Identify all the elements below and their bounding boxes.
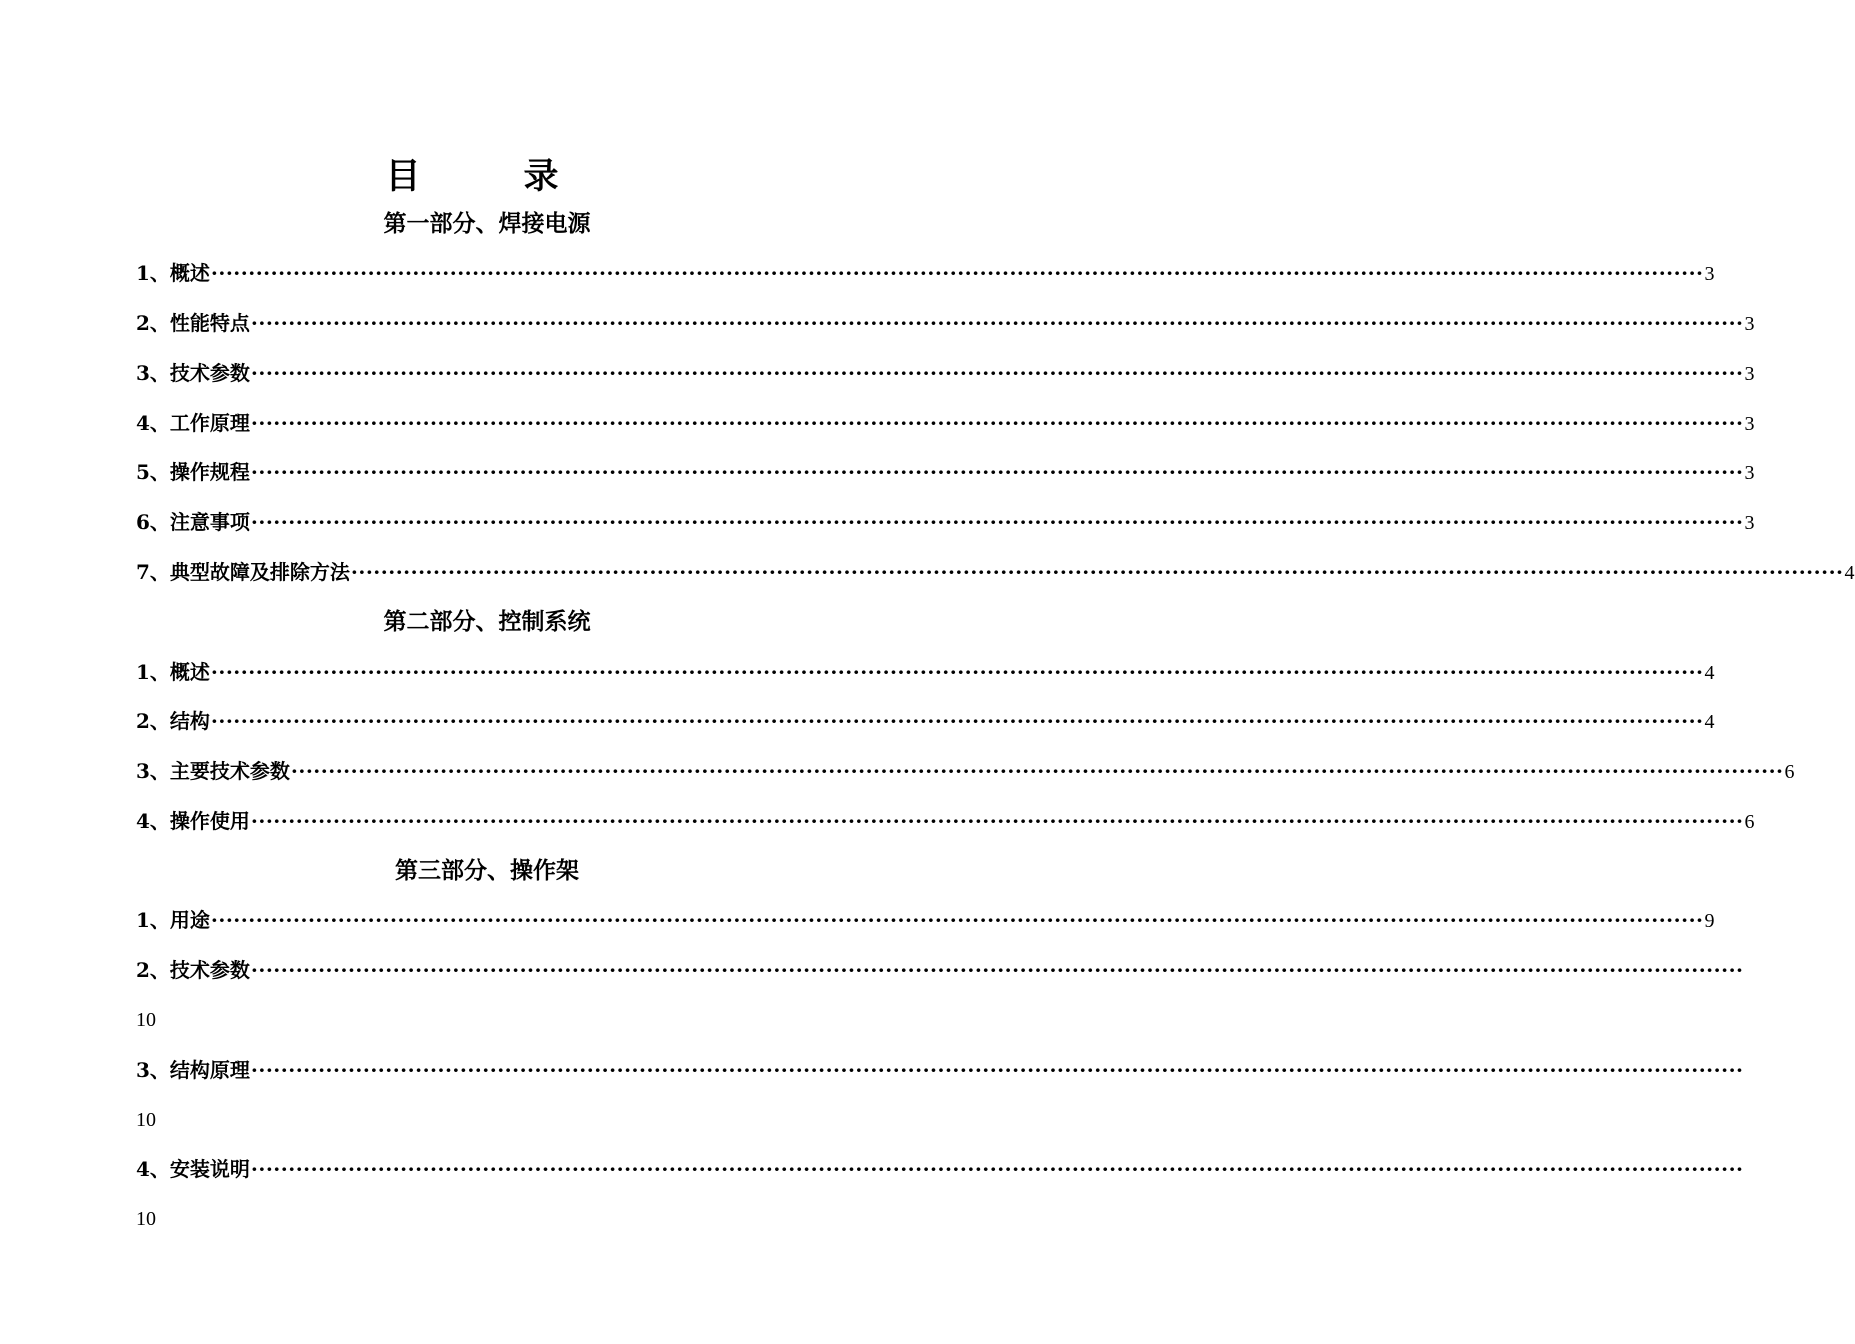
dot-leader: ········································································································································································································ [250,510,1744,534]
section-heading-part-3: 第三部分、操作架 [395,857,579,884]
dot-leader: ········································································································································································································ [350,560,1844,584]
toc-entry-label: 5、操作规程 [136,460,250,484]
toc-entry-page: 3 [1744,512,1755,534]
toc-entry[interactable] [136,706,1715,736]
toc-entry-label: 2、技术参数 [136,958,250,982]
toc-entry-page: 4 [1704,662,1715,684]
toc-entry-page: 6 [1784,761,1795,783]
toc-entry-label: 4、安装说明 [136,1157,250,1181]
toc-entry-page: 3 [1704,263,1715,285]
toc-entry[interactable] [136,507,1755,537]
dot-leader: ········································································································································································································ [250,460,1744,484]
toc-entry-page[interactable]: 10 [136,1208,156,1230]
toc-entry[interactable] [136,1055,1744,1085]
toc-entry[interactable] [136,955,1744,985]
dot-leader: ········································································································································································································ [250,311,1744,335]
toc-entry-label: 6、注意事项 [136,510,250,534]
toc-entry-label: 2、结构 [136,709,210,733]
toc-entry-label: 3、结构原理 [136,1058,250,1082]
toc-entry-label: 7、典型故障及排除方法 [136,560,350,584]
toc-entry[interactable] [136,557,1855,587]
toc-entry-label: 4、操作使用 [136,809,250,833]
dot-leader: ········································································································································································································ [210,908,1704,932]
section-heading-part-1: 第一部分、焊接电源 [383,210,591,237]
dot-leader: ········································································································································································································ [250,361,1744,385]
toc-entry-label: 3、主要技术参数 [136,759,290,783]
toc-entry-label: 4、工作原理 [136,411,250,435]
dot-leader: ········································································································································································································ [210,261,1704,285]
section-heading-part-2: 第二部分、控制系统 [383,608,591,635]
page-title: 目 录 [385,156,593,197]
toc-entry-page: 4 [1704,711,1715,733]
dot-leader: ········································································································································································································ [210,709,1704,733]
toc-entry-label: 2、性能特点 [136,311,250,335]
dot-leader: ········································································································································································································ [250,1157,1744,1181]
dot-leader: ········································································································································································································ [290,759,1784,783]
toc-entry-page[interactable]: 10 [136,1009,156,1031]
toc-entry-page: 6 [1744,811,1755,833]
toc-entry-page: 3 [1744,413,1755,435]
toc-entry[interactable] [136,657,1715,687]
toc-entry[interactable] [136,905,1715,935]
toc-entry[interactable] [136,457,1755,487]
toc-entry-page: 9 [1704,910,1715,932]
toc-entry-label: 3、技术参数 [136,361,250,385]
dot-leader: ········································································································································································································ [250,1058,1744,1082]
toc-entry[interactable] [136,756,1795,786]
toc-entry-label: 1、概述 [136,660,210,684]
toc-entry[interactable] [136,258,1715,288]
toc-entry[interactable] [136,408,1755,438]
toc-entry-page: 3 [1744,462,1755,484]
toc-entry-page: 3 [1744,313,1755,335]
dot-leader: ········································································································································································································ [250,411,1744,435]
toc-entry-label: 1、用途 [136,908,210,932]
toc-entry[interactable] [136,806,1755,836]
toc-entry-label: 1、概述 [136,261,210,285]
toc-entry-page[interactable]: 10 [136,1109,156,1131]
toc-entry[interactable] [136,1154,1744,1184]
toc-entry[interactable] [136,358,1755,388]
toc-entry-page: 4 [1844,562,1855,584]
toc-entry-page: 3 [1744,363,1755,385]
toc-entry[interactable] [136,308,1755,338]
dot-leader: ········································································································································································································ [250,958,1744,982]
dot-leader: ········································································································································································································ [250,809,1744,833]
dot-leader: ········································································································································································································ [210,660,1704,684]
